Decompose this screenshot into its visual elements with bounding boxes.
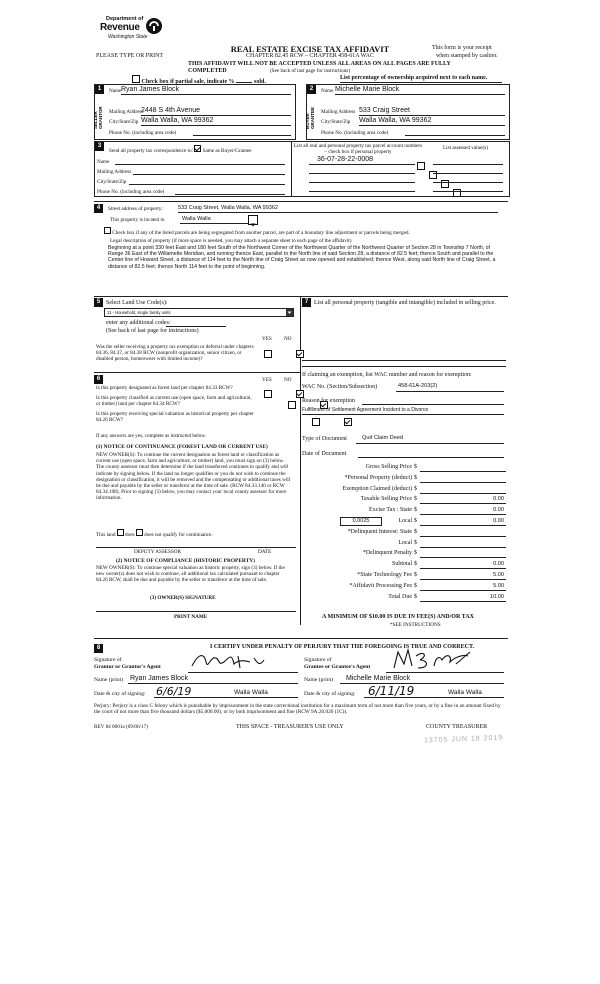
- same-as-buyer-label: Same as Buyer/Grantee: [202, 148, 252, 154]
- fee-row-label: *Delinquent Penalty: [362, 550, 412, 557]
- form-chapter: CHAPTER 82.45 RCW – CHAPTER 458-61A WAC: [246, 53, 374, 59]
- minimum-note: A MINIMUM OF $10.00 IS DUE IN FEE(S) AND/OR TAX: [322, 614, 474, 620]
- continuance-text: NEW OWNER(S): To continue the current designation as forest land or classification as current use (open space, farm and agriculture, or timber) land, you must sign on (3) below. The county assessor must then determine if the land transferred continues to qualify and will indicate by signing below. If the land no longer qualifies or you do not wish to continue the designation or classification, it will be removed and the compensating or additional taxes will be due and payable by the seller or transferor at the time of sale. (RCW 84.33.140 or RCW 84.34.108). Prior to signing (3) below, you may contact your local county assessor for more information.: [96, 452, 291, 502]
- fee-row-label: *Personal Property (deduct): [344, 474, 412, 481]
- grantee-date-city-label: Date & city of signing:: [304, 691, 356, 697]
- section-6-number: 6: [94, 375, 103, 384]
- select-land-use-label: Select Land Use Code(s):: [106, 300, 168, 306]
- section-1-number: 1: [95, 85, 104, 94]
- form-warning: THIS AFFIDAVIT WILL NOT BE ACCEPTED UNLESS ALL AREAS ON ALL PAGES ARE FULLY COMPLETED: [188, 61, 451, 74]
- fee-row: [300, 474, 508, 485]
- exemption-yes-checkbox[interactable]: [264, 350, 272, 358]
- section-6-forest-current-use: [94, 372, 300, 623]
- fee-row-label: Subtotal: [391, 561, 412, 568]
- doc-type-value[interactable]: Quit Claim Deed: [362, 435, 404, 441]
- grantee-date-value[interactable]: 6/11/19: [368, 684, 415, 698]
- street-label: Street address of property:: [108, 206, 163, 212]
- section-5-land-use: [94, 296, 300, 366]
- local-rate-box[interactable]: 0.0025: [340, 517, 382, 526]
- section-3-number: 3: [95, 142, 104, 151]
- county-treasurer: COUNTY TREASURER: [426, 724, 488, 730]
- historic-question: Is this property receiving special valuation as historical property per chapter 84.26 RCW?: [96, 411, 254, 423]
- deputy-assessor-label: DEPUTY ASSESSOR: [134, 549, 181, 555]
- treasurer-stamp: 13705 JUN 18 2019: [423, 734, 504, 745]
- seller-side-label: SELLER GRANTOR: [93, 106, 103, 129]
- grantor-city-value[interactable]: Walla Walla: [234, 689, 268, 696]
- s6-no-header: NO: [284, 377, 292, 383]
- s5-no-header: NO: [284, 336, 292, 342]
- this-land-label: This land: [96, 532, 116, 538]
- exemption-question: Was the seller receiving a property tax exemption or deferral under chapters 84.36, 84.37, or 84.38 RCW (nonprofit organization, senior citizen, or disabled person, homeowner with limited income)?: [96, 344, 254, 362]
- revenue-logo: [96, 14, 162, 44]
- doc-type-label: Type of Document: [302, 436, 347, 442]
- fee-row-value[interactable]: 10.00: [490, 593, 504, 600]
- print-name-label: PRINT NAME: [174, 614, 208, 620]
- grantor-sig-label-2: Grantor or Grantor's Agent: [94, 664, 161, 670]
- section-3-correspondence: [94, 141, 510, 197]
- fee-row-dollar: $: [414, 485, 417, 492]
- grantee-sig-label-1: Signature of: [304, 657, 332, 663]
- fee-row-dollar: $: [414, 561, 417, 568]
- land-use-dropdown-button[interactable]: [286, 309, 293, 316]
- fee-row-label: Local: [398, 539, 412, 546]
- section-7-number: 7: [302, 298, 311, 307]
- section-1-seller: [94, 84, 296, 140]
- historic-title: (2) NOTICE OF COMPLIANCE (HISTORIC PROPERTY): [116, 558, 255, 564]
- partial-sale-label: Check box if partial sale, indicate %: [141, 79, 235, 85]
- same-as-buyer-checkbox[interactable]: [194, 145, 201, 152]
- grantor-print-name[interactable]: Ryan James Block: [130, 675, 188, 682]
- fee-row-label: Excise Tax : State: [369, 507, 412, 514]
- grantor-date-value[interactable]: 6/6/19: [156, 685, 192, 698]
- this-land-row: [96, 529, 213, 538]
- form-revision: REV 84 0001a (09/06/17): [94, 724, 148, 730]
- treasurer-space: THIS SPACE - TREASURER'S USE ONLY: [236, 724, 344, 730]
- dept-line3: Washington State: [108, 34, 148, 40]
- land-does-label: does: [125, 532, 135, 538]
- legal-label: Legal description of property (if more space is needed, you may attach a separate sheet to each page of the affidavit): [110, 238, 352, 244]
- fee-row-dollar: $: [414, 582, 417, 589]
- legal-description[interactable]: Beginning at a point 330 feet East and 180 feet South of the Northwest Corner of the Northwest Quarter of the Northwest Quarter of Section 28 in Township 7 North, of Range 36 East of the Willamette Meridian, and running thence East, parallel to the North line of said Section 28, a distance of 82.5 feet; thence South and parallel to the Center line of Howard Street, a distance of 114 feet to the North line of Craig Street as now opened and established; thence West, along said North line of Craig Street, a distance of 82.5 feet; thence North 114 feet to the point of beginning.: [108, 245, 496, 270]
- fee-row-value[interactable]: 0.00: [493, 496, 504, 503]
- perjury-statement: Perjury: Perjury is a class C felony which is punishable by imprisonment in the state correctional institution for a maximum term of not more than five years, or by a fine in an amount fixed by the court of not more than five thousand dollars ($5,000.00), or by both imprisonment and fine (RCW 9A.20.020 (1C)).: [94, 703, 501, 716]
- fee-row-value[interactable]: 0.00: [493, 561, 504, 568]
- if-yes-note: If any answers are yes, complete as instructed below.: [96, 433, 207, 439]
- send-label: Send all property tax correspondence to:: [109, 148, 193, 154]
- land-use-see-back: (See back of last page for instructions): [106, 328, 199, 334]
- fee-row: [300, 560, 508, 571]
- fee-row-label: Total Due: [388, 593, 412, 600]
- buyer-side-label: BUYER GRANTEE: [305, 106, 315, 129]
- fee-row-value[interactable]: 5.00: [493, 582, 504, 589]
- fee-row-dollar: $: [414, 539, 417, 546]
- deputy-date-label: DATE: [258, 549, 272, 555]
- fee-row-label: Local: [398, 518, 412, 524]
- receipt-note-2: when stamped by cashier.: [436, 53, 498, 59]
- fee-row-label: *State Technology Fee: [357, 572, 412, 578]
- continuance-title: (1) NOTICE OF CONTINUANCE (FOREST LAND OR CURRENT USE): [96, 444, 268, 450]
- fee-table: [300, 463, 508, 603]
- s6-yes-header: YES: [262, 377, 272, 383]
- dept-line1: Department of: [106, 16, 144, 22]
- fee-row: [300, 495, 508, 506]
- grantor-signature[interactable]: [188, 650, 268, 672]
- fee-row-dollar: $: [414, 593, 417, 600]
- boundary-checkbox[interactable]: [104, 227, 111, 234]
- fee-row: [300, 517, 508, 528]
- buyer-name-label: Name: [321, 88, 334, 94]
- reason-label: Reason for exemption: [302, 398, 355, 404]
- assessed-header: List assessed value(s): [443, 145, 488, 151]
- boundary-row: [104, 227, 410, 236]
- fee-row-dollar: $: [414, 572, 417, 578]
- fee-row: [300, 463, 508, 474]
- fee-row-dollar: $: [414, 464, 417, 470]
- fee-row-dollar: $: [414, 507, 417, 514]
- s3-city-label: City/State/Zip: [97, 179, 127, 185]
- s3-phone-label: Phone No. (including area code): [97, 189, 165, 195]
- section-2-number: 2: [307, 85, 316, 94]
- seller-phone-label: Phone No. (including area code): [109, 130, 177, 136]
- buyer-city-label: City/State/Zip: [321, 119, 351, 125]
- fee-row: [300, 528, 508, 539]
- dept-line2: Revenue: [100, 22, 140, 33]
- parcel-1-personal-checkbox[interactable]: [417, 162, 425, 170]
- grantee-city-value[interactable]: Walla Walla: [448, 689, 482, 696]
- fee-row-value[interactable]: 0.00: [493, 518, 504, 524]
- forest-question: Is this property designated as forest land per chapter 84.33 RCW?: [96, 385, 233, 391]
- fee-row-label: Gross Selling Price: [365, 464, 412, 470]
- buyer-phone-label: Phone No. (including area code): [321, 130, 389, 136]
- seller-city-value[interactable]: Walla Walla, WA 99362: [141, 117, 214, 124]
- historic-text: NEW OWNER(S): To continue special valuation as historic property, sign (3) below. If the new owner(s) does not wish to continue, all additional tax calculated pursuant to chapter 84.26 RCW, shall be due and payable by the seller or transferor at the time of sale.: [96, 565, 285, 584]
- land-does-not-label: does not qualify for continuance.: [144, 532, 213, 538]
- reason-value[interactable]: Fulfillment of Settlement Agreement Incident to a Divorce: [302, 407, 429, 413]
- personal-property-label: List all personal property (tangible and intangible) included in selling price.: [314, 300, 496, 306]
- wac-label: WAC No. (Section/Subsection): [302, 384, 378, 390]
- buyer-mailing-value[interactable]: 533 Craig Street: [359, 107, 410, 114]
- receipt-note-1: This form is your receipt: [432, 45, 492, 51]
- current-use-yes-checkbox[interactable]: [288, 401, 296, 409]
- fee-row-dollar: $: [414, 518, 417, 524]
- located-value[interactable]: Walla Walla: [182, 216, 211, 222]
- fee-row: [300, 582, 508, 593]
- grantor-name-print-label: Name (print): [94, 677, 124, 683]
- seller-mailing-value[interactable]: 2448 S 4th Avenue: [141, 107, 201, 114]
- fee-row: [300, 593, 508, 604]
- grantee-sig-label-2: Grantee or Grantee's Agent: [304, 664, 371, 670]
- forest-yes-checkbox[interactable]: [264, 390, 272, 398]
- land-does-not-checkbox[interactable]: [136, 529, 143, 536]
- certify-statement: I CERTIFY UNDER PENALTY OF PERJURY THAT THE FOREGOING IS TRUE AND CORRECT.: [210, 644, 475, 650]
- fee-row: [300, 539, 508, 550]
- fee-row-label: Taxable Selling Price: [360, 496, 412, 503]
- grantor-sig-label-1: Signature of: [94, 657, 122, 663]
- ownership-note: List percentage of ownership acquired next to each name.: [340, 75, 488, 81]
- s3-mailing-label: Mailing Address: [97, 169, 132, 175]
- seller-name-value[interactable]: Ryan James Block: [121, 86, 179, 93]
- buyer-city-value[interactable]: Walla Walla, WA 99362: [359, 117, 432, 124]
- section-7-sale-info: [300, 296, 508, 628]
- section-2-buyer: [306, 84, 510, 140]
- street-value[interactable]: 533 Craig Street, Walla Walla, WA 99362: [178, 205, 278, 211]
- s3-name-label: Name: [97, 159, 110, 165]
- s5-yes-header: YES: [262, 336, 272, 342]
- grantee-signature[interactable]: [390, 646, 480, 672]
- seller-name-label: Name: [109, 88, 122, 94]
- fee-row-label: Exemption Claimed (deduct): [342, 485, 412, 492]
- fee-row-dollar: $: [414, 474, 417, 481]
- see-instructions-note: *SEE INSTRUCTIONS: [390, 622, 441, 628]
- parcel-number[interactable]: 36-07-28-22-0008: [317, 156, 374, 163]
- fee-row-dollar: $: [414, 496, 417, 503]
- fee-row-label: *Affidavit Processing Fee: [349, 582, 412, 589]
- additional-codes-label: enter any additional codes:: [106, 320, 171, 326]
- buyer-mailing-label: Mailing Address: [321, 109, 356, 115]
- fee-row-value[interactable]: 0.00: [493, 507, 504, 514]
- wac-value[interactable]: 458-61A-203(2): [398, 383, 438, 389]
- partial-sale-checkbox[interactable]: [132, 75, 140, 83]
- land-does-checkbox[interactable]: [117, 529, 124, 536]
- fee-row-label: *Delinquent Interest: State: [347, 528, 412, 535]
- section-4-property: [94, 201, 508, 288]
- sold-label: sold.: [254, 79, 266, 85]
- section-8-certification: [94, 640, 508, 730]
- section-4-number: 4: [94, 204, 103, 213]
- doc-date-label: Date of Document: [302, 451, 347, 457]
- seller-mailing-label: Mailing Address: [109, 109, 144, 115]
- form-title: REAL ESTATE EXCISE TAX AFFIDAVIT: [230, 44, 390, 54]
- grantor-date-city-label: Date & city of signing:: [94, 691, 146, 697]
- fee-row: [300, 571, 508, 582]
- fee-row: [300, 485, 508, 496]
- land-use-select[interactable]: [104, 308, 294, 317]
- owner-signature-label: (3) OWNER(S) SIGNATURE: [150, 595, 216, 601]
- seller-city-label: City/State/Zip: [109, 119, 139, 125]
- fee-row-dollar: $: [414, 528, 417, 535]
- fee-row-value[interactable]: 5.00: [493, 572, 504, 578]
- section-5-number: 5: [94, 298, 103, 307]
- boundary-label: Check box if any of the listed parcels are being segregated from another parcel, are part of a boundary line adjustment or parcels being merged.: [112, 230, 410, 236]
- exemption-label: If claiming an exemption, list WAC number and reason for exemption:: [302, 372, 472, 378]
- county-dropdown-button[interactable]: [248, 215, 258, 225]
- print-note: PLEASE TYPE OR PRINT: [96, 53, 164, 59]
- located-label: This property is located in: [110, 217, 165, 223]
- send-correspondence-label: [109, 145, 252, 154]
- buyer-name-value[interactable]: Michelle Marie Block: [335, 86, 400, 93]
- fee-row: [300, 549, 508, 560]
- fee-row-dollar: $: [414, 550, 417, 557]
- current-use-question: Is this property classified as current use (open space, farm and agricultural, or timber) land per chapter 84.34 RCW?: [96, 395, 252, 407]
- section-8-number: 8: [94, 644, 103, 653]
- parcel-header: List all real and personal property tax parcel account numbers – check box if personal property: [293, 143, 423, 155]
- see-back-note: (See back of last page for instructions): [269, 68, 351, 74]
- chevron-down-icon: [286, 309, 293, 316]
- land-use-value: 11 - Household, single family units: [107, 310, 171, 315]
- grantee-print-name[interactable]: Michelle Marie Block: [346, 675, 411, 682]
- grantee-name-print-label: Name (print): [304, 677, 334, 683]
- fee-row: [300, 506, 508, 517]
